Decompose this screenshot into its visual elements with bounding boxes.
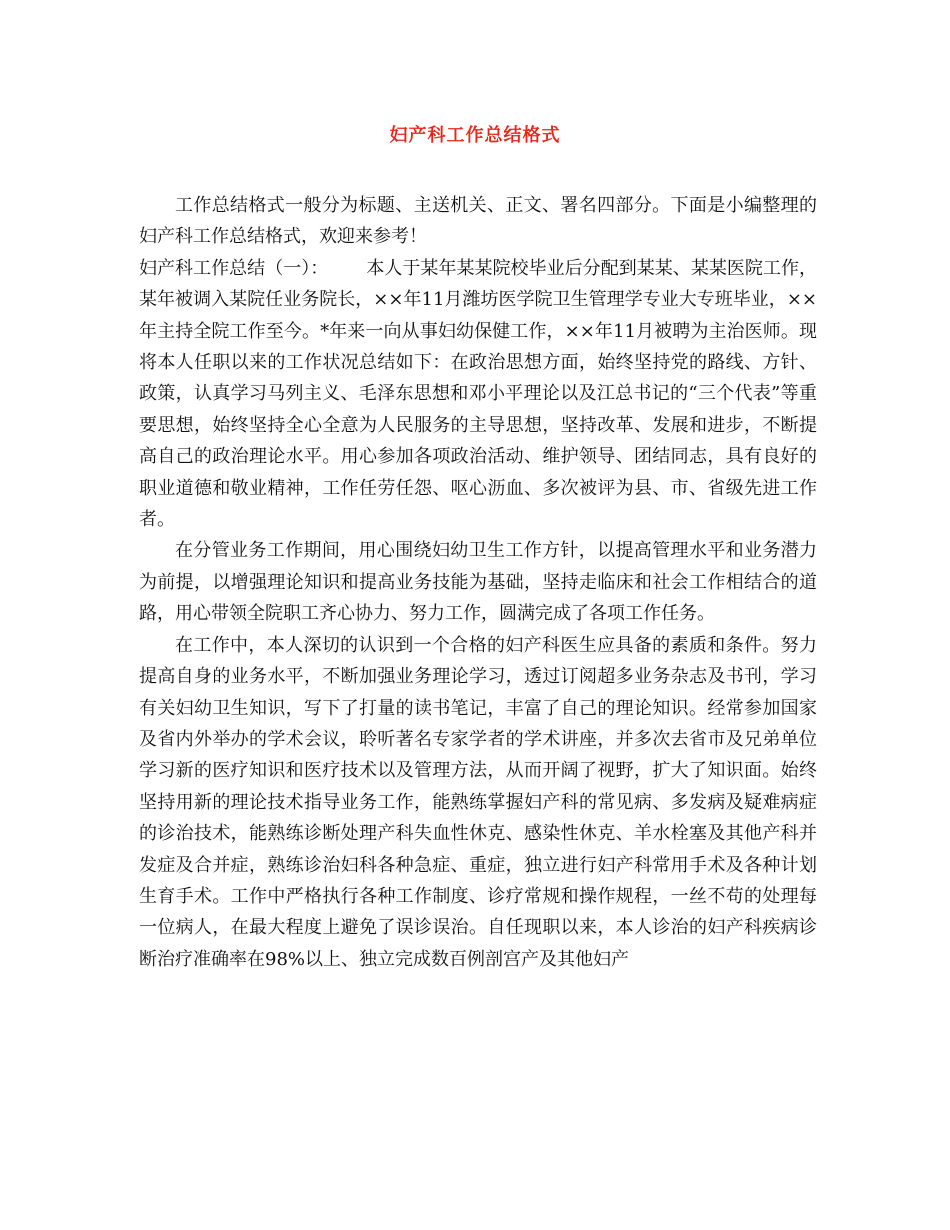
intro-paragraph: 工作总结格式一般分为标题、主送机关、正文、署名四部分。下面是小编整理的妇产科工作总结格式，欢迎来参考！ xyxy=(139,195,817,248)
document-title: 妇产科工作总结格式 xyxy=(389,125,561,146)
paragraph-1-text: 本人于某年某某院校毕业后分配到某某、某某医院工作，某年被调入某院任业务院长，××年11月潍坊医学院卫生管理学专业大专班毕业，××年主持全院工作至今。*年来一向从事妇幼保健工作，××年11月被聘为主治医师。现将本人任职以来的工作状况总结如下：在政治思想方面，始终坚持党的路线、方针、政策，认真学习马列主义、毛泽东思想和邓小平理论以及江总书记的“三个代表”等重要思想，始终坚持全心全意为人民服务的主导思想，坚持改革、发展和进步，不断提高自己的政治理论水平。用心参加各项政治活动、维护领导、团结同志，具有良好的职业道德和敬业精神，工作任劳任怨、呕心沥血、多次被评为县、市、省级先进工作者。 xyxy=(139,257,818,531)
document-body xyxy=(139,190,817,975)
section-label: 妇产科工作总结（一）： xyxy=(139,257,329,279)
paragraph-3: 在工作中，本人深切的认识到一个合格的妇产科医生应具备的素质和条件。努力提高自身的业务水平，不断加强业务理论学习，透过订阅超多业务杂志及书刊，学习有关妇幼卫生知识，写下了打量的读书笔记，丰富了自己的理论知识。经常参加国家及省内外举办的学术会议，聆听著名专家学者的学术讲座，并多次去省市及兄弟单位学习新的医疗知识和医疗技术以及管理方法，从而开阔了视野，扩大了知识面。始终坚持用新的理论技术指导业务工作，能熟练掌握妇产科的常见病、多发病及疑难病症的诊治技术，能熟练诊断处理产科失血性休克、感染性休克、羊水栓塞及其他产科并发症及合并症，熟练诊治妇科各种急症、重症，独立进行妇产科常用手术及各种计划生育手术。工作中严格执行各种工作制度、诊疗常规和操作规程，一丝不苟的处理每一位病人，在最大程度上避免了误诊误治。自任现职以来，本人诊治的妇产科疾病诊断治疗准确率在98%以上、独立完成数百例剖宫产及其他妇产 xyxy=(139,634,817,970)
paragraph-2: 在分管业务工作期间，用心围绕妇幼卫生工作方针，以提高管理水平和业务潜力为前提，以增强理论知识和提高业务技能为基础，坚持走临床和社会工作相结合的道路，用心带领全院职工齐心协力、努力工作，圆满完成了各项工作任务。 xyxy=(139,540,817,625)
section-paragraph xyxy=(139,253,817,536)
